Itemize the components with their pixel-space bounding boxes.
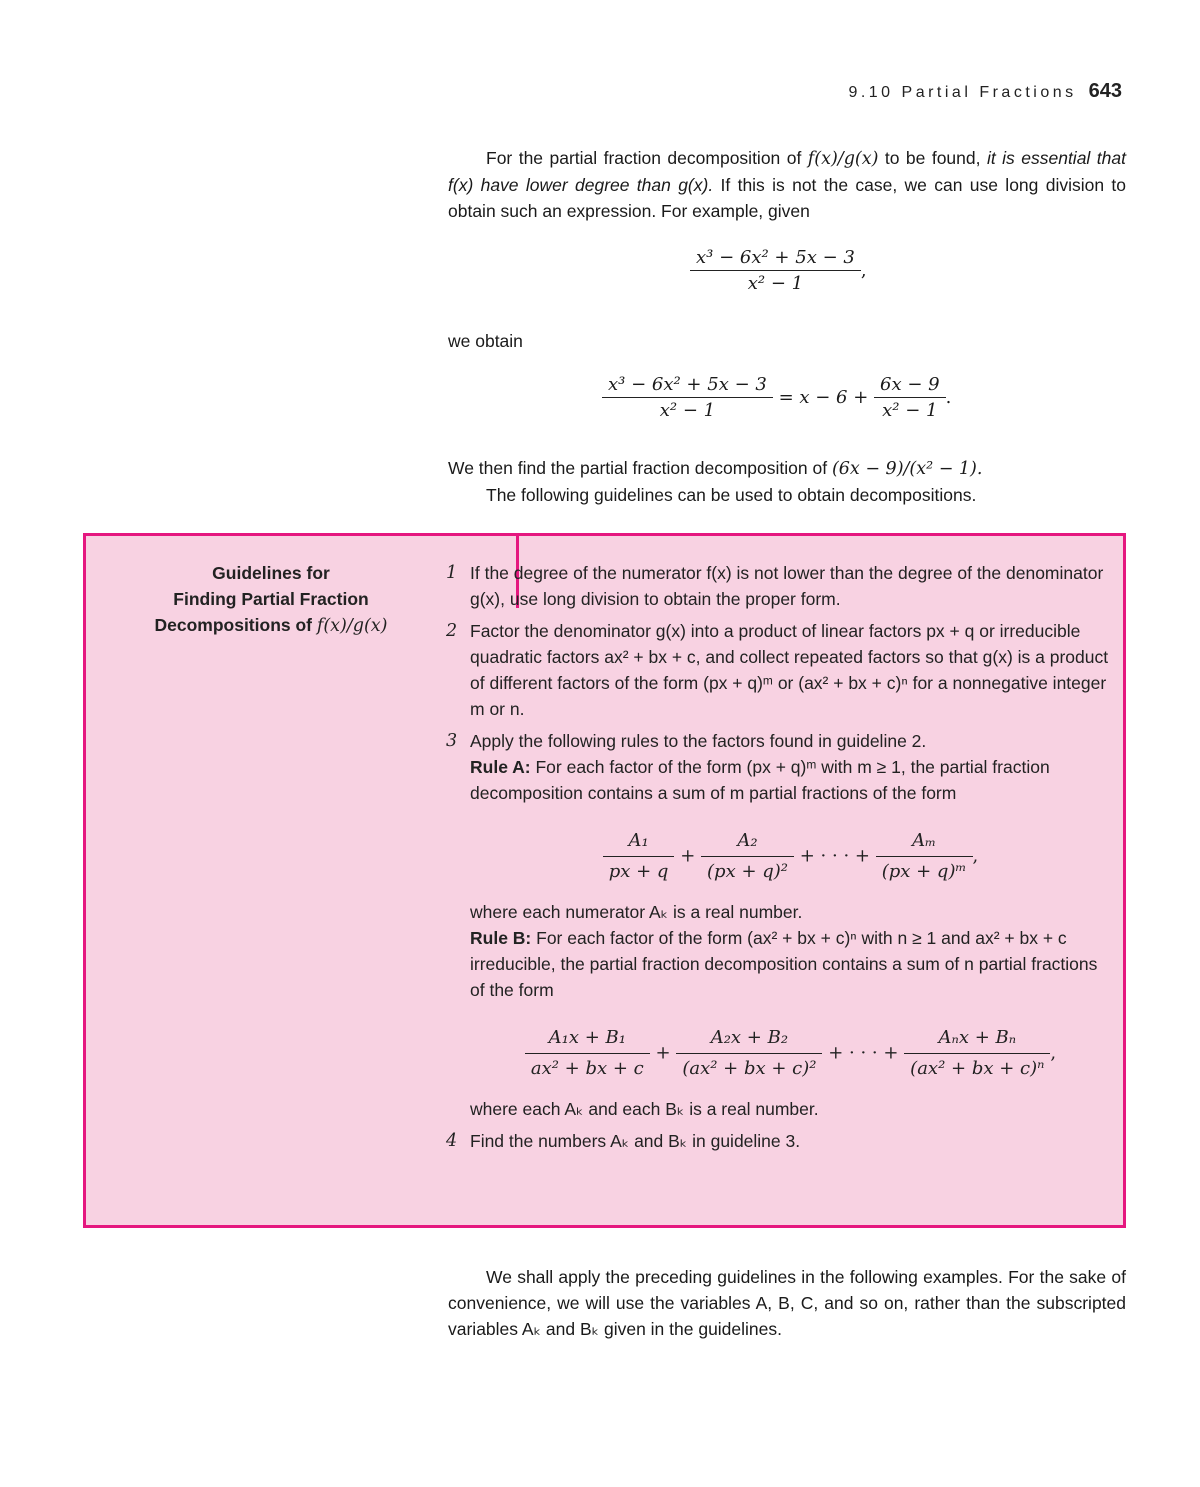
denominator: px + q bbox=[608, 861, 669, 882]
denominator: x² − 1 bbox=[659, 400, 716, 421]
fraction-rhs bbox=[874, 374, 946, 421]
fraction bbox=[690, 247, 861, 294]
intro-text-c: If this is not the case, we can use long division to obtain such an expression. For example, given bbox=[448, 175, 1126, 221]
guidelines-box bbox=[83, 533, 1126, 1228]
item-number: 4 bbox=[446, 1131, 458, 1151]
we-obtain-text: we obtain bbox=[448, 331, 523, 351]
denominator: (px + q)ᵐ bbox=[881, 861, 967, 882]
outro-paragraph bbox=[448, 1264, 1126, 1342]
then-find-text: We then find the partial fraction decomposition of bbox=[448, 458, 828, 478]
denominator: (ax² + bx + c)² bbox=[682, 1058, 817, 1079]
numerator: Aₙx + Bₙ bbox=[904, 1025, 1050, 1054]
rule-a-formula: $\frac{\text{A₁}}{px + q}$ + $\frac{\text{A₂}}{\text{(px + q)²}}$ + · · · + $\frac{\text{Aₘ}}{\text{(px + q)ᵐ}}$ , bbox=[470, 828, 1111, 885]
item-text: Find the numbers Aₖ and Bₖ in guideline 3. bbox=[470, 1131, 801, 1151]
fraction-lhs bbox=[602, 374, 773, 421]
numerator: A₂ bbox=[701, 828, 794, 857]
item-number: 3 bbox=[446, 731, 458, 751]
intro-italic: it is essential that f(x) have lower degree than g(x). bbox=[448, 148, 1126, 195]
rule-a-after: where each numerator Aₖ is a real number. bbox=[470, 902, 803, 922]
rule-b-formula: $\frac{\text{A₁x + B₁}}{\text{ax² + bx + c}}$ + $\frac{\text{A₂x + B₂}}{\text{(ax² + bx + c)²}}$ + · · · + $\frac{\text{Aₙx + Bₙ}}{\text{(ax² + bx + c)ⁿ}}$ , bbox=[470, 1025, 1111, 1082]
numerator: x³ − 6x² + 5x − 3 bbox=[690, 247, 861, 271]
box-title-line3: Decompositions of bbox=[154, 615, 312, 635]
rule-a-text: For each factor of the form (px + q)ᵐ with m ≥ 1, the partial fraction decomposition contains a sum of m partial fractions of the form bbox=[470, 757, 1050, 803]
rule-b-after: where each Aₖ and each Bₖ is a real number. bbox=[470, 1099, 819, 1119]
intro-text-a: For the partial fraction decomposition of bbox=[486, 148, 802, 168]
numerator: A₁ bbox=[603, 828, 675, 857]
outro-text: We shall apply the preceding guidelines in the following examples. For the sake of convenience, we will use the variables A, B, C, and so on, rather than the subscripted variables Aₖ and Bₖ given in the guidelines. bbox=[448, 1267, 1126, 1339]
box-title bbox=[106, 560, 436, 639]
fraction bbox=[525, 1025, 650, 1082]
box-title-line1: Guidelines for bbox=[212, 563, 330, 583]
denominator: ax² + bx + c bbox=[530, 1058, 644, 1079]
ellipsis: + · · · + bbox=[828, 1042, 899, 1064]
box-title-line2: Finding Partial Fraction bbox=[173, 589, 369, 609]
fraction bbox=[603, 828, 675, 885]
item-number: 1 bbox=[446, 563, 458, 583]
numerator: x³ − 6x² + 5x − 3 bbox=[602, 374, 773, 398]
item-text: Factor the denominator g(x) into a product of linear factors px + q or irreducible quadratic factors ax² + bx + c, and collect repeated factors so that g(x) is a product of different factors of the form (px + q)ᵐ or (ax² + bx + c)ⁿ for a nonnegative integer m or n. bbox=[470, 621, 1109, 719]
guideline-item bbox=[446, 618, 1111, 722]
fraction bbox=[676, 1025, 822, 1082]
guideline-item bbox=[446, 1128, 1111, 1154]
numerator: 6x − 9 bbox=[874, 374, 946, 398]
item-text: Apply the following rules to the factors found in guideline 2. bbox=[470, 731, 927, 751]
intro-paragraph bbox=[448, 145, 1126, 224]
box-title-expr: f(x)/g(x) bbox=[316, 616, 388, 636]
numerator: Aₘ bbox=[876, 828, 973, 857]
numerator: A₁x + B₁ bbox=[525, 1025, 650, 1054]
running-head bbox=[848, 80, 1122, 103]
denominator: (px + q)² bbox=[707, 861, 789, 882]
equation-given: $\frac{\text{x³ − 6x² + 5x − 3}}{\text{x² − 1}}$ , bbox=[690, 247, 867, 294]
ellipsis: + · · · + bbox=[799, 845, 870, 867]
section-title: 9.10 Partial Fractions bbox=[848, 84, 1077, 101]
rule-b-label: Rule B: bbox=[470, 928, 532, 948]
denominator: (ax² + bx + c)ⁿ bbox=[910, 1058, 1045, 1079]
denominator: x² − 1 bbox=[882, 400, 938, 421]
fraction bbox=[876, 828, 973, 885]
denominator: x² − 1 bbox=[747, 273, 804, 294]
rule-b-text: For each factor of the form (ax² + bx + c)ⁿ with n ≥ 1 and ax² + bx + c irreducible, the partial fraction decomposition contains a sum of n partial fractions of the form bbox=[470, 928, 1098, 1000]
guideline-item bbox=[446, 728, 1111, 1122]
intro-text-b: to be found, bbox=[884, 148, 981, 168]
then-find-paragraph bbox=[448, 455, 1126, 508]
equation-obtained: $\frac{\text{x³ − 6x² + 5x − 3}}{\text{x² − 1}}$ = x − 6 + $\frac{6x - 9}{\text{x² − 1}}$ . bbox=[602, 374, 951, 421]
fraction bbox=[904, 1025, 1050, 1082]
page-number: 643 bbox=[1088, 80, 1122, 102]
then-find-expr: (6x − 9)/(x² − 1). bbox=[831, 459, 983, 479]
item-number: 2 bbox=[446, 621, 458, 641]
we-obtain bbox=[448, 328, 1126, 354]
guideline-list bbox=[446, 560, 1111, 1160]
numerator: A₂x + B₂ bbox=[676, 1025, 822, 1054]
guideline-item bbox=[446, 560, 1111, 612]
rule-a-label: Rule A: bbox=[470, 757, 531, 777]
fraction bbox=[701, 828, 794, 885]
item-text: If the degree of the numerator f(x) is not lower than the degree of the denominator g(x), use long division to obtain the proper form. bbox=[470, 563, 1104, 609]
guidelines-intro: The following guidelines can be used to obtain decompositions. bbox=[486, 485, 977, 505]
intro-expr: f(x)/g(x) bbox=[807, 149, 879, 169]
equation-middle: = x − 6 + bbox=[778, 387, 869, 408]
